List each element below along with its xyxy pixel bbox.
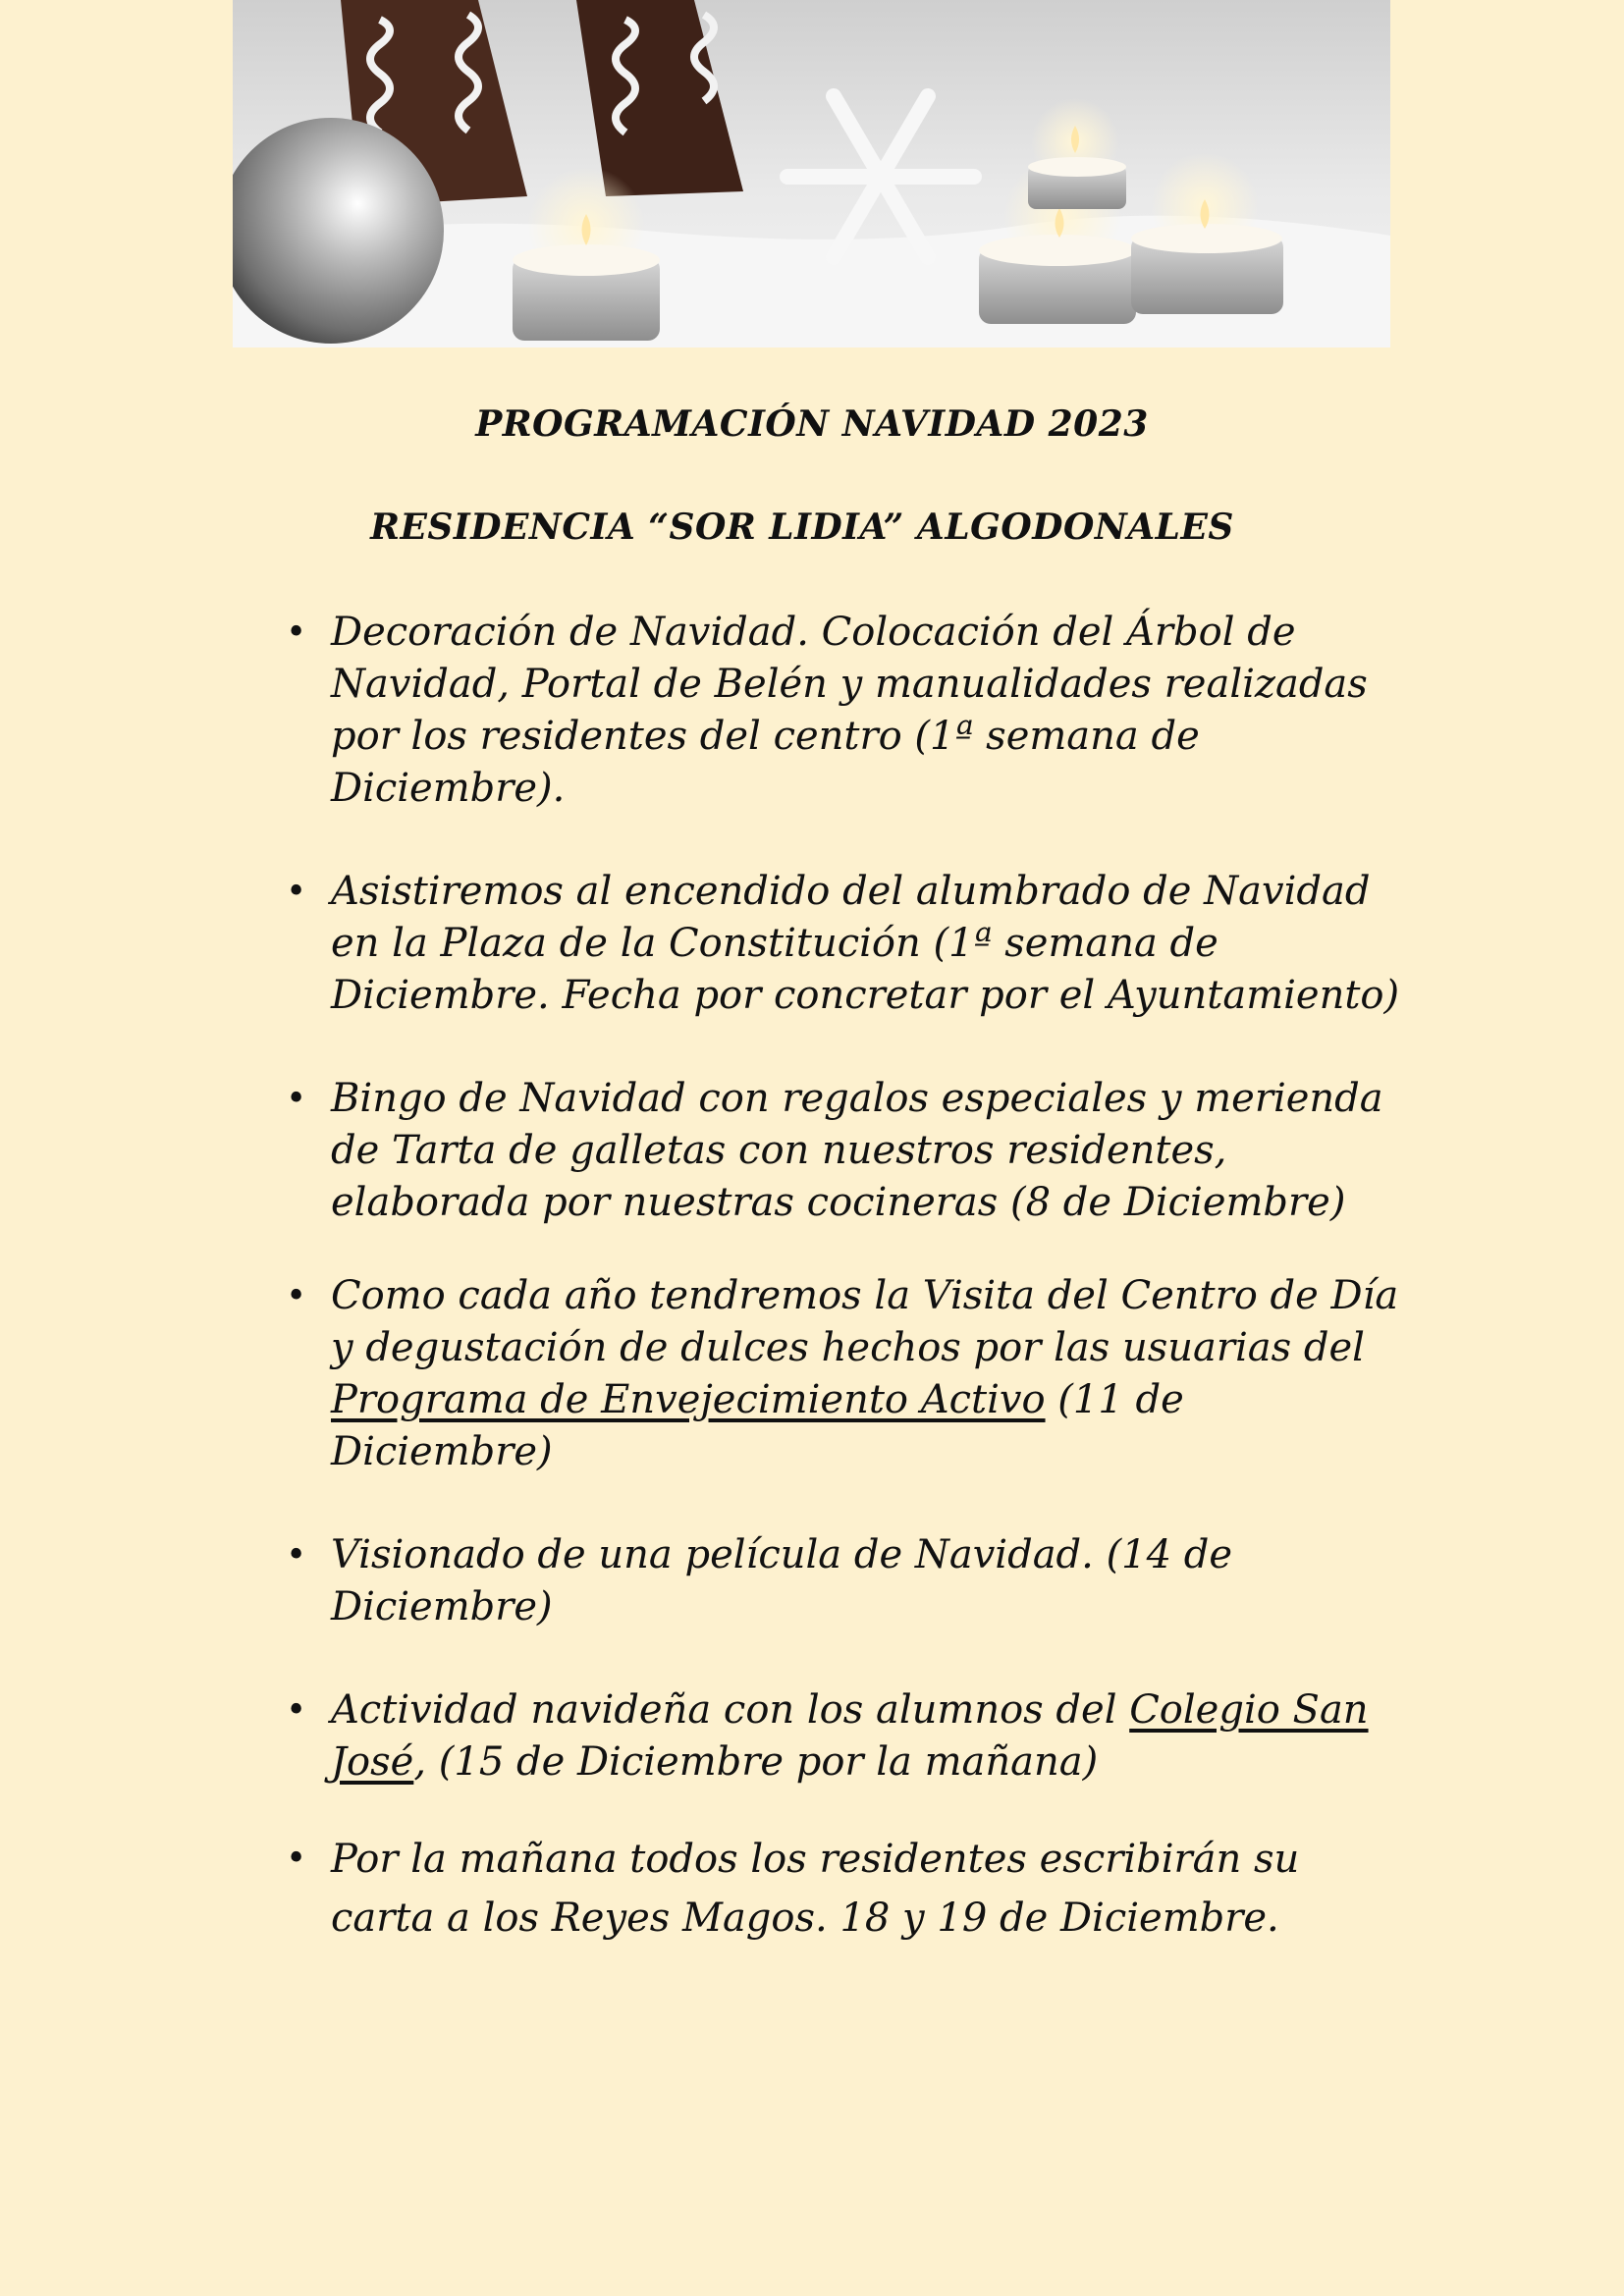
list-item [282, 1830, 1401, 1948]
school-link[interactable]: Colegio San José [331, 1687, 1369, 1785]
bullet-icon: • [286, 1535, 307, 1575]
item-text: Bingo de Navidad con regalos especiales y merienda de Tarta de galletas con nuestros residentes, elaborada por nuestras cocineras (8 de Diciembre) [331, 1076, 1383, 1225]
document-title: PROGRAMACIÓN NAVIDAD 2023 [475, 403, 1149, 445]
bullet-icon: • [286, 613, 307, 653]
list-item [282, 1270, 1401, 1478]
activity-list [282, 607, 1401, 1948]
program-link[interactable]: Programa de Envejecimiento Activo [331, 1377, 1046, 1422]
document-subtitle: RESIDENCIA “SOR LIDIA” ALGODONALES [370, 507, 1234, 548]
bullet-icon: • [286, 1079, 307, 1119]
banner-image [233, 0, 1390, 347]
item-text: Asistiremos al encendido del alumbrado de Navidad en la Plaza de la Constitución (1ª semana de Diciembre. Fecha por concretar por el Ayuntamiento) [331, 869, 1400, 1018]
item-text: Por la mañana todos los residentes escribirán su carta a los Reyes Magos. 18 y 19 de Diciembre. [331, 1837, 1300, 1941]
bullet-icon: • [286, 872, 307, 912]
list-item [282, 866, 1401, 1022]
bullet-icon: • [286, 1690, 307, 1731]
bullet-icon: • [286, 1839, 307, 1879]
item-text: , (15 de Diciembre por la mañana) [413, 1739, 1099, 1785]
list-item [282, 1073, 1401, 1229]
item-text: (11 de Diciembre) [331, 1377, 1184, 1474]
list-item [282, 1529, 1401, 1633]
item-text: Actividad navideña con los alumnos del [331, 1687, 1130, 1733]
list-item [282, 607, 1401, 815]
list-item [282, 1684, 1401, 1789]
item-text: Decoración de Navidad. Colocación del Árbol de Navidad, Portal de Belén y manualidades realizadas por los residentes del centro (1ª semana de Diciembre). [331, 610, 1368, 811]
bullet-icon: • [286, 1276, 307, 1316]
item-text: Visionado de una película de Navidad. (14 de Diciembre) [331, 1532, 1233, 1629]
item-text: Como cada año tendremos la Visita del Centro de Día y degustación de dulces hechos por las usuarias del [331, 1273, 1399, 1370]
